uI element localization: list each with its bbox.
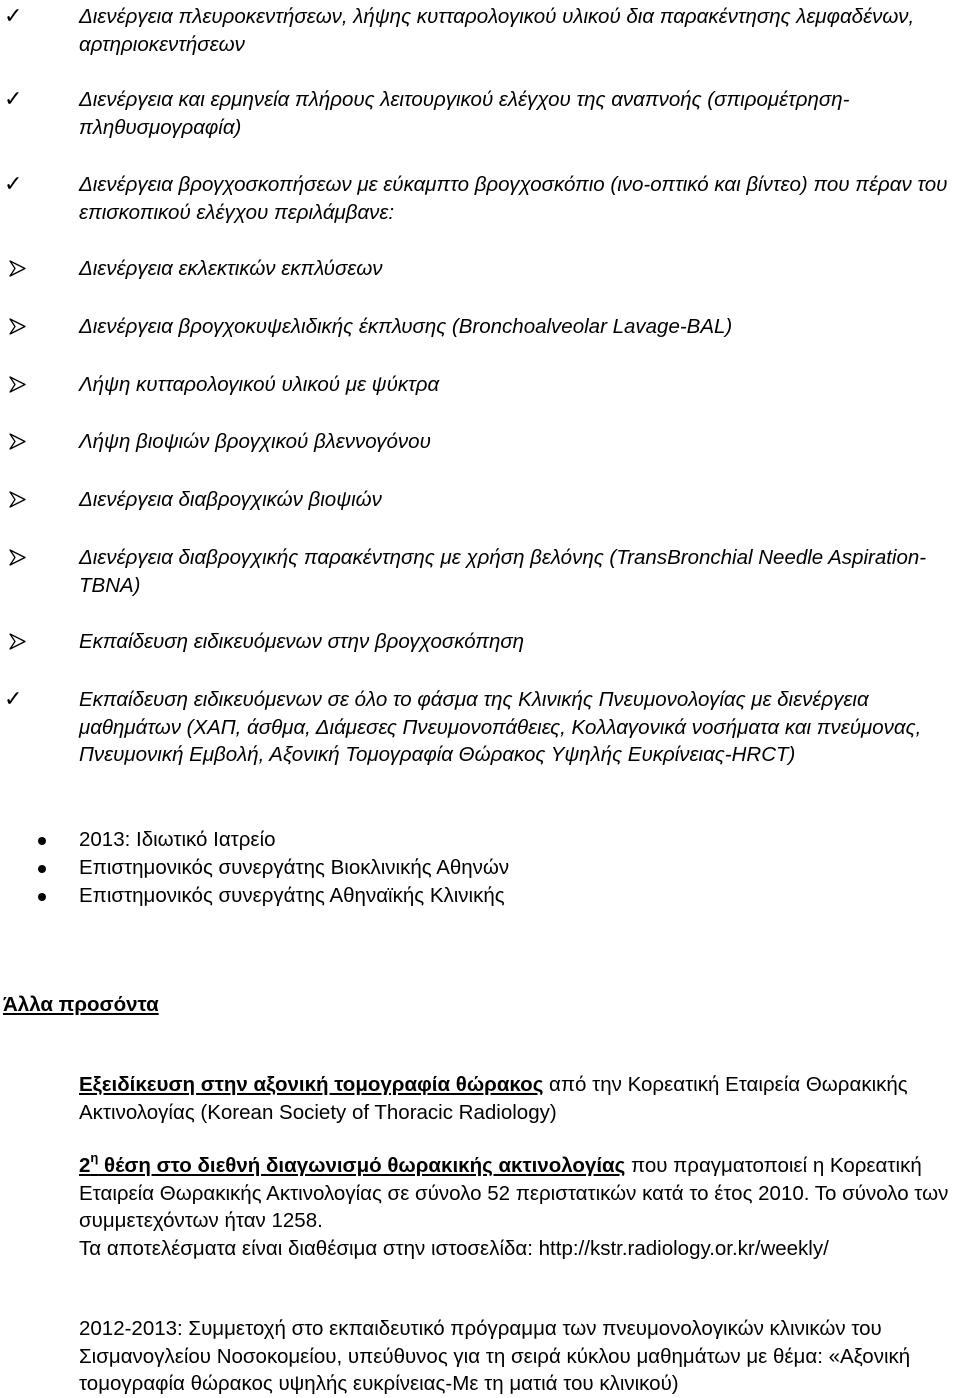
check-item-text: Διενέργεια και ερμηνεία πλήρους λειτουργικού ελέγχου της αναπνοής (σπιρομέτρηση-πληθυσμογραφία) [79,88,850,139]
competition-title [79,1150,626,1177]
results-line: Τα αποτελέσματα είναι διαθέσιμα στην ιστοσελίδα: http://kstr.radiology.or.kr/weekly/ [79,1237,829,1260]
check-icon: ✓ [4,172,23,197]
arrow-bullet-icon [9,549,26,566]
bullet-item: 2013: Ιδιωτικό Ιατρείο [79,828,276,851]
paragraph-specialization [79,1071,954,1126]
paragraph-competition [79,1152,954,1235]
specialization-title: Εξειδίκευση στην αξονική τομογραφία θώρακος [79,1073,544,1096]
bullet-dot-icon [38,865,46,873]
specialization-text: από την Κορεατική Εταιρεία Θωρακικής Ακτινολογίας (Korean Society of Thoracic Radiology) [79,1073,908,1124]
arrow-item-text: Λήψη κυτταρολογικού υλικού με ψύκτρα [79,373,440,396]
bullet-dot-icon [38,893,46,901]
bullet-item: Επιστημονικός συνεργάτης Βιοκλινικής Αθηνών [79,856,510,879]
arrow-item-text: Διενέργεια διαβρογχικής παρακέντησης με χρήση βελόνης (TransBronchial Needle Aspiration-TBNA) [79,546,927,597]
arrow-item-text: Εκπαίδευση ειδικευόμενων στην βρογχοσκόπηση [79,630,525,653]
check-icon: ✓ [4,687,23,712]
arrow-bullet-icon [9,433,26,450]
paragraph-teaching: 2012-2013: Συμμετοχή στο εκπαιδευτικό πρόγραμμα των πνευμονολογικών κλινικών του Σισμανογλείου Νοσοκομείου, υπεύθυνος για τη σειρά κύκλου μαθημάτων με θέμα: «Αξονική τομογραφία θώρακος υψηλής ευκρίνειας-Με τη ματιά του κλινικού) [79,1317,911,1395]
competition-text: που πραγματοποιεί η Κορεατική Εταιρεία Θωρακικής Ακτινολογίας σε σύνολο 52 περιστατικών κατά το έτος 2010. Το σύνολο των συμμετεχόντων ήταν 1258. [79,1154,949,1232]
section-heading: Άλλα προσόντα [3,993,159,1016]
arrow-bullet-icon [9,376,26,393]
bullet-dot-icon [38,837,46,845]
bullet-item: Επιστημονικός συνεργάτης Αθηναϊκής Κλινικής [79,884,505,907]
check-item-text: Εκπαίδευση ειδικευόμενων σε όλο το φάσμα της Κλινικής Πνευμονολογίας με διενέργεια μαθημάτων (ΧΑΠ, άσθμα, Διάμεσες Πνευμονοπάθειες, Κολλαγονικά νοσήματα και πνεύμονας, Πνευμονική Εμβολή, Αξονική Τομογραφία Θώρακος Υψηλής Ευκρίνειας-HRCT) [79,688,922,766]
arrow-item-text: Διενέργεια διαβρογχικών βιοψιών [79,488,382,511]
competition-title-text: θέση στο διεθνή διαγωνισμό θωρακικής ακτινολογίας [98,1154,626,1177]
arrow-bullet-icon [9,633,26,650]
arrow-item-text: Λήψη βιοψιών βρογχικού βλεννογόνου [79,430,431,453]
arrow-bullet-icon [9,318,26,335]
arrow-item-text: Διενέργεια βρογχοκυψελιδικής έκπλυσης (Bronchoalveolar Lavage-BAL) [79,315,733,338]
rank-superscript: η [90,1150,99,1165]
competition-rank: 2 [79,1154,91,1177]
check-icon: ✓ [4,87,23,112]
check-item-text: Διενέργεια πλευροκεντήσεων, λήψης κυτταρολογικού υλικού δια παρακέντησης λεμφαδένων, αρτηριοκεντήσεων [79,5,915,56]
arrow-item-text: Διενέργεια εκλεκτικών εκπλύσεων [79,257,383,280]
arrow-bullet-icon [9,260,26,277]
check-icon: ✓ [4,4,23,29]
arrow-bullet-icon [9,491,26,508]
check-item-text: Διενέργεια βρογχοσκοπήσεων με εύκαμπτο βρογχοσκόπιο (ινο-οπτικό και βίντεο) που πέραν του επισκοπικού ελέγχου περιλάμβανε: [79,173,948,224]
